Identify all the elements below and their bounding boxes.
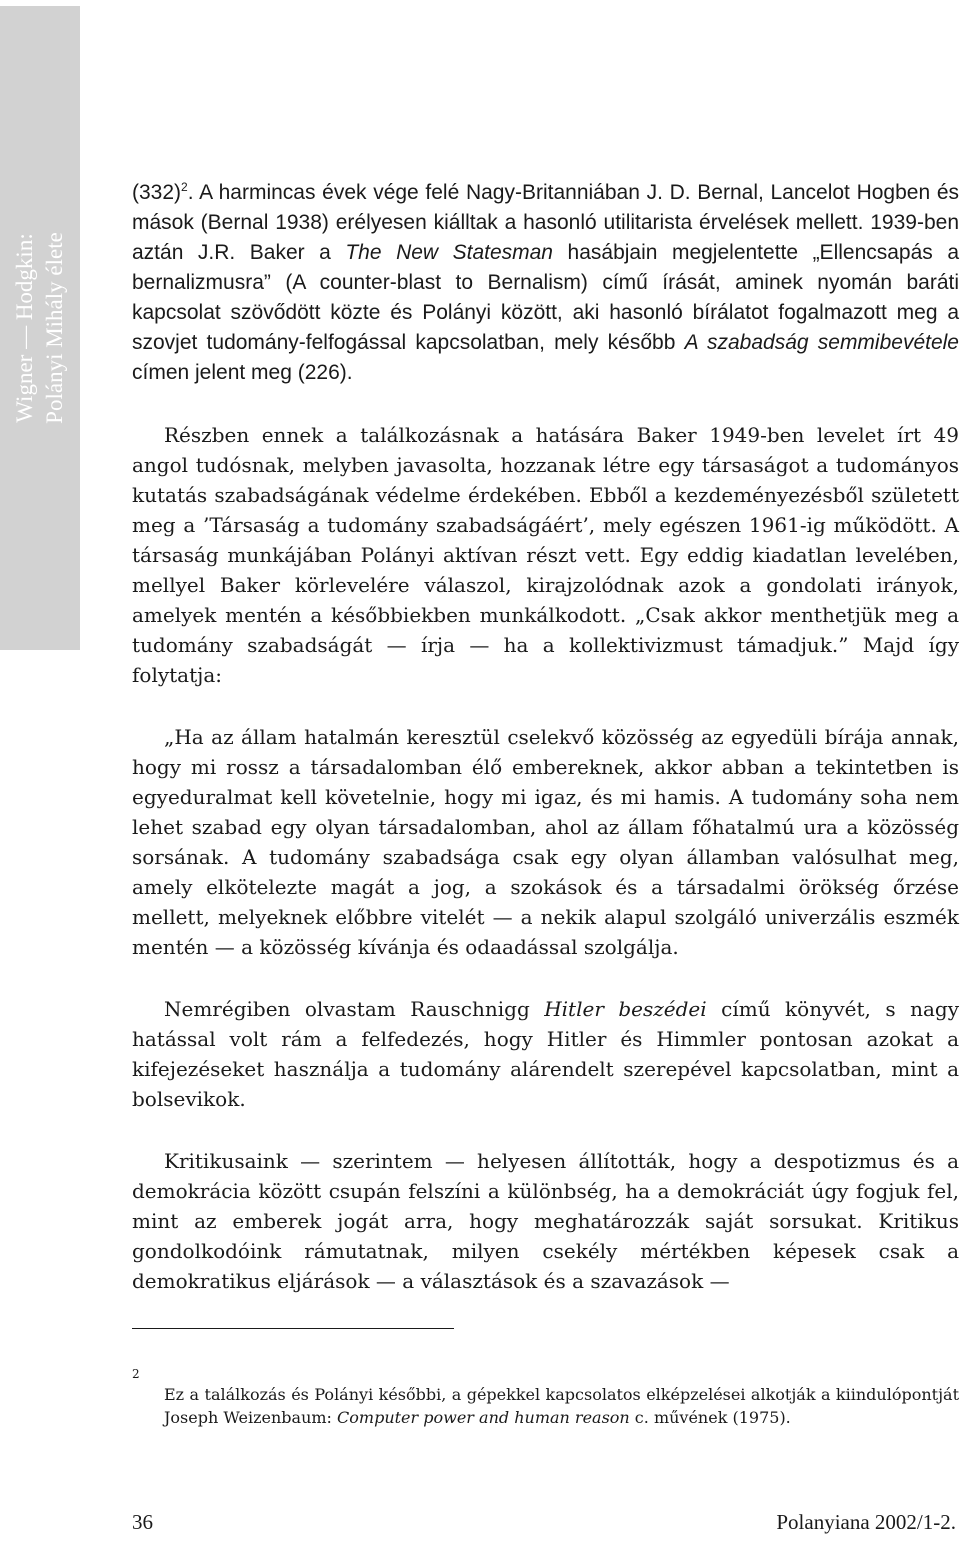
running-title-subject: Polányi Mihály élete bbox=[42, 232, 67, 424]
paragraph-1 bbox=[132, 178, 959, 388]
paragraph-4 bbox=[132, 994, 959, 1114]
quote-paragraph: „Ha az állam hatalmán keresztül cselekvő közösség az egyedüli bírája annak, hogy mi rossz a társadalomban élő embereknek, akkor abban a tekintetben is egyeduralmat kell követelnie, hogy mi igaz, és mi hamis. A tudomány soha nem lehet szabad egy olyan társadalomban, ahol az állam főhatalmú ura a közösség sorsának. A tudomány szabadsága csak egy olyan államban valósulhat meg, amely elkötelezte magát a jog, a szokások és a társadalmi örökség őrzése mellett, melyeknek előbbre vitelét — a nekik alapul szolgáló univerzális eszmék mentén — a közösség kívánja és odaadással szolgálja. bbox=[132, 725, 959, 959]
book-title-hitler: Hitler beszédei bbox=[544, 997, 707, 1021]
journal-name: Polanyiana 2002/1-2. bbox=[776, 1510, 956, 1534]
footnote-number: 2 bbox=[132, 1367, 140, 1381]
footnote-book-title: Computer power and human reason bbox=[337, 1408, 630, 1427]
paragraph-4-text-b: című könyvét, s nagy hatással volt rám a felfedezés, hogy Hitler és Himmler pontosan azokat a kifejezéseket használja a tudomány alárendelt szerepével kapcsolatban, mint a bolsevikok. bbox=[132, 997, 960, 1111]
paragraph-1-text-c: hasábjain megjelentette „Ellencsapás a bernalizmusra” (A counter-blast to Bernalism) című írását, aminek nyomán baráti kapcsolat szövődött közte és Polányi között, aki hasonló bírálatot fogalmazott meg a szovjet tudomány-felfogással kapcsolatban, mely később bbox=[132, 241, 959, 354]
footnote bbox=[132, 1367, 959, 1445]
footnote-ref[interactable]: 2 bbox=[181, 180, 188, 194]
publication-title: The New Statesman bbox=[345, 241, 553, 264]
side-tab bbox=[0, 6, 80, 650]
footnote-text-a: Ez a találkozás és Polányi későbbi, a gépekkel kapcsolatos elképzelései alkotják a kiindulópontját Joseph Weizenbaum: bbox=[164, 1385, 959, 1427]
paragraph-1-text-a: (332) bbox=[132, 181, 182, 204]
paragraph-1-text-b: . A harmincas évek vége felé Nagy-Britanniában J. D. Bernal, Lancelot Hogben és mások (Bernal 1938) erélyesen kiálltak a hasonló utilitarista érvelések mellett. 1939-ben aztán J.R. Baker a bbox=[132, 181, 959, 264]
footnote-text-b: c. művének (1975). bbox=[629, 1408, 791, 1427]
book-title: A szabadság semmibevétele bbox=[684, 331, 959, 354]
page-number: 36 bbox=[132, 1510, 153, 1534]
footnote-divider bbox=[132, 1328, 454, 1329]
paragraph-2: Részben ennek a találkozásnak a hatására Baker 1949-ben levelet írt 49 angol tudósnak, melyben javasolta, hozzanak létre egy társaságot a tudományos kutatás szabadságának védelme érdekében. Ebből a kezdeményezésből született meg a ’Társaság a tudomány szabadságáért’, mely egészen 1961-ig működött. A társaság munkájában Polányi aktívan részt vett. Egy eddig kiadatlan levelében, mellyel Baker körlevelére válaszol, kirajzolódnak azok a gondolati irányok, amelyek mentén a későbbiekben munkálkodott. „Csak akkor menthetjük meg a tudomány szabadságát — írja — ha a kollektivizmust támadjuk.” Majd így folytatja: bbox=[132, 423, 959, 687]
footnote-text bbox=[164, 1383, 959, 1429]
paragraph-4-text-a: Nemrégiben olvastam Rauschnigg bbox=[164, 997, 545, 1021]
running-title bbox=[10, 232, 70, 424]
main-text bbox=[132, 178, 959, 1296]
paragraph-5: Kritikusaink — szerintem — helyesen állították, hogy a despotizmus és a demokrácia között csupán felszíni a különbség, ha a demokráciát úgy fogjuk fel, mint az emberek jogát arra, hogy meghatározzák saját sorsukat. Kritikus gondolkodóink rámutatnak, milyen csekély mértékben képesek csak a demokratikus eljárások — a választások és a szavazások — bbox=[132, 1149, 959, 1293]
paragraph-1-text-d: címen jelent meg (226). bbox=[132, 361, 353, 384]
running-title-authors: Wigner — Hodgkin: bbox=[12, 233, 37, 423]
